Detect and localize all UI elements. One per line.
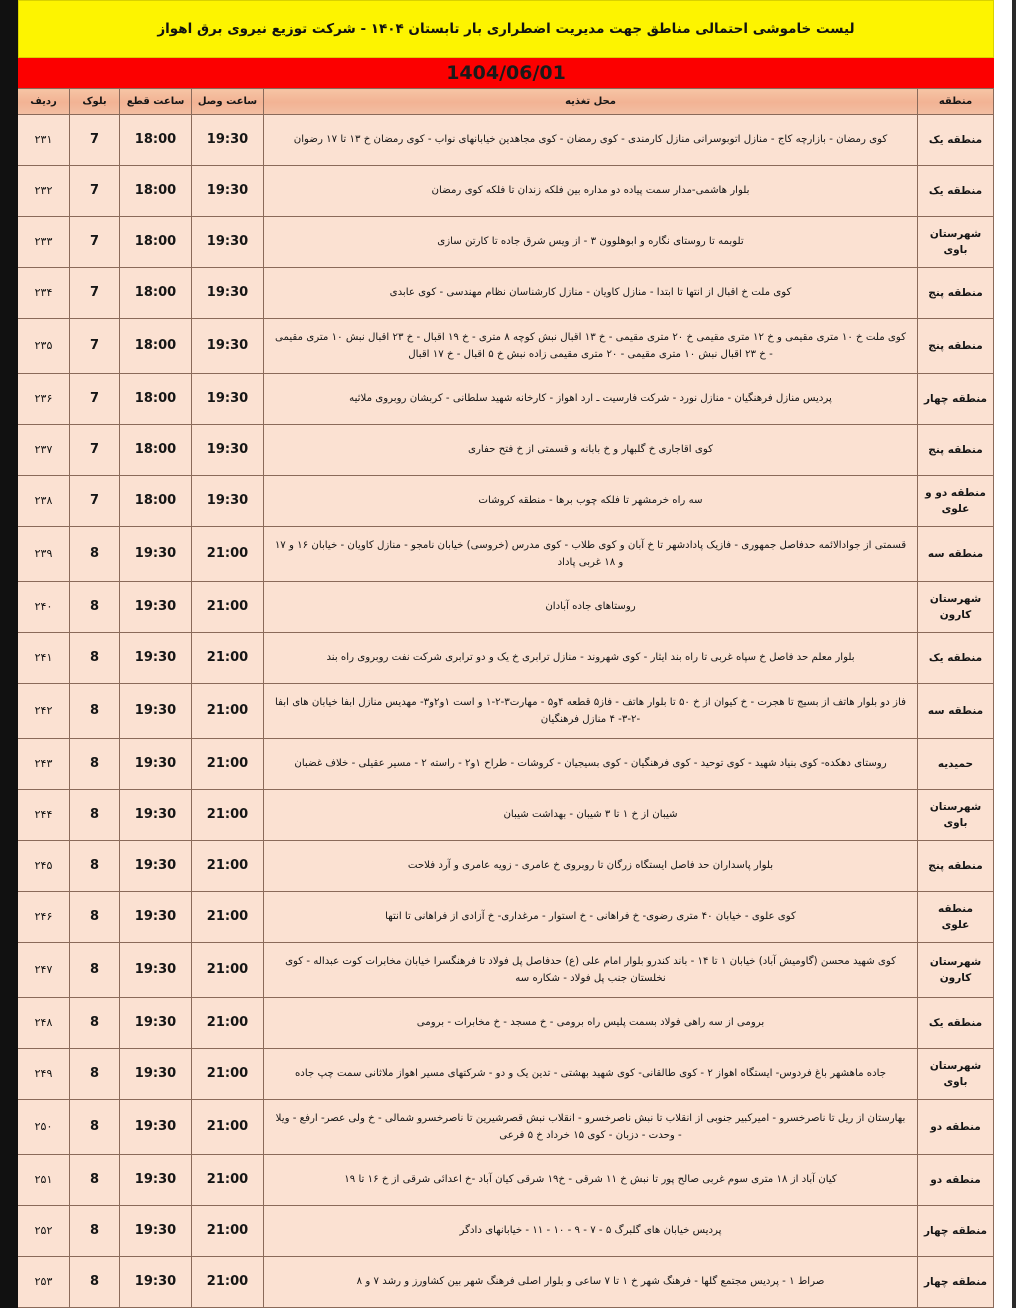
- cell-mahal: قسمتی از جوادالائمه حدفاصل جمهوری - فازیک پادادشهر تا خ آبان و کوی طلاب - کوی مدرس (خروسی) خیابان نامجو - منازل کاویان - خیابان ۱۶ و ۱۷ و ۱۸ غربی پاداد: [264, 527, 918, 582]
- cell-mahal: بلوار معلم حد فاصل خ سپاه غربی تا راه بند ایثار - کوی شهروند - منازل ترابری خ یک و دو ترابری شرکت نفت روبروی راه بند: [264, 633, 918, 684]
- cell-saat-qat: 19:30: [120, 739, 192, 790]
- cell-bolok: 8: [70, 1257, 120, 1308]
- cell-radif: ۲۴۲: [18, 684, 70, 739]
- cell-radif: ۲۴۳: [18, 739, 70, 790]
- cell-mantaqe: منطقه یک: [918, 633, 994, 684]
- cell-bolok: 8: [70, 790, 120, 841]
- table-row: [18, 943, 994, 998]
- cell-radif: ۲۴۶: [18, 892, 70, 943]
- table-row: [18, 217, 994, 268]
- cell-mahal: بلوار پاسداران حد فاصل ایستگاه زرگان تا روبروی خ عامری - زویه عامری و آرد فلاحت: [264, 841, 918, 892]
- cell-saat-qat: 18:00: [120, 166, 192, 217]
- cell-saat-qat: 19:30: [120, 527, 192, 582]
- cell-saat-vasl: 21:00: [192, 943, 264, 998]
- cell-bolok: 8: [70, 998, 120, 1049]
- cell-saat-qat: 19:30: [120, 684, 192, 739]
- cell-bolok: 8: [70, 1155, 120, 1206]
- cell-saat-vasl: 19:30: [192, 476, 264, 527]
- cell-bolok: 7: [70, 217, 120, 268]
- cell-mantaqe: منطقه دو: [918, 1100, 994, 1155]
- cell-saat-qat: 18:00: [120, 374, 192, 425]
- cell-mahal: کوی رمضان - بازارچه کاج - منازل اتوبوسرانی منازل کارمندی - کوی رمضان - کوی مجاهدین خیابانهای نواب - کوی رمضان خ ۱۳ تا ۱۷ رضوان: [264, 115, 918, 166]
- cell-saat-qat: 19:30: [120, 1155, 192, 1206]
- cell-bolok: 7: [70, 374, 120, 425]
- table-row: [18, 1206, 994, 1257]
- table-row: [18, 527, 994, 582]
- table-row: [18, 319, 994, 374]
- cell-saat-qat: 18:00: [120, 476, 192, 527]
- cell-radif: ۲۳۳: [18, 217, 70, 268]
- cell-bolok: 8: [70, 892, 120, 943]
- table-row: [18, 684, 994, 739]
- column-header-bolok: بلوک: [70, 89, 120, 115]
- cell-radif: ۲۴۰: [18, 582, 70, 633]
- cell-saat-vasl: 21:00: [192, 684, 264, 739]
- cell-mantaqe: منطقه علوی: [918, 892, 994, 943]
- cell-radif: ۲۳۲: [18, 166, 70, 217]
- cell-saat-qat: 18:00: [120, 115, 192, 166]
- cell-bolok: 8: [70, 582, 120, 633]
- cell-radif: ۲۴۴: [18, 790, 70, 841]
- cell-mantaqe: منطقه یک: [918, 166, 994, 217]
- cell-saat-vasl: 19:30: [192, 319, 264, 374]
- cell-bolok: 7: [70, 476, 120, 527]
- cell-mahal: جاده ماهشهر باغ فردوس- ایستگاه اهواز ۲ - کوی طالقانی- کوی شهید بهشتی - تدین یک و دو - شرکتهای مسیر اهواز ملاثانی سمت چپ جاده: [264, 1049, 918, 1100]
- cell-bolok: 8: [70, 841, 120, 892]
- table-row: [18, 425, 994, 476]
- cell-mantaqe: منطقه دو و علوی: [918, 476, 994, 527]
- cell-mantaqe: منطقه پنج: [918, 268, 994, 319]
- cell-saat-qat: 19:30: [120, 1206, 192, 1257]
- cell-mahal: کوی ملت خ اقبال از انتها تا ابتدا - منازل کاویان - منازل کارشناسان نظام مهندسی - کوی عابدی: [264, 268, 918, 319]
- cell-saat-vasl: 19:30: [192, 166, 264, 217]
- outage-table: [17, 88, 994, 1308]
- schedule-date: 1404/06/01: [446, 62, 566, 84]
- cell-mantaqe: شهرستان کارون: [918, 943, 994, 998]
- cell-bolok: 8: [70, 527, 120, 582]
- cell-mahal: بلوار هاشمی-مدار سمت پیاده دو مداره بین فلکه زندان تا فلکه کوی رمضان: [264, 166, 918, 217]
- table-row: [18, 790, 994, 841]
- cell-saat-vasl: 21:00: [192, 998, 264, 1049]
- cell-bolok: 8: [70, 633, 120, 684]
- cell-radif: ۲۴۸: [18, 998, 70, 1049]
- cell-saat-qat: 18:00: [120, 319, 192, 374]
- cell-bolok: 8: [70, 684, 120, 739]
- cell-mantaqe: منطقه پنج: [918, 425, 994, 476]
- cell-mantaqe: منطقه پنج: [918, 319, 994, 374]
- cell-bolok: 7: [70, 268, 120, 319]
- cell-bolok: 8: [70, 943, 120, 998]
- cell-saat-vasl: 21:00: [192, 841, 264, 892]
- column-header-mantaqe: منطقه: [918, 89, 994, 115]
- cell-saat-qat: 19:30: [120, 633, 192, 684]
- cell-mahal: پردیس خیابان های گلبرگ ۵ - ۷ - ۹ - ۱۰ - ۱۱ - خیابانهای دادگر: [264, 1206, 918, 1257]
- table-row: [18, 582, 994, 633]
- table-row: [18, 374, 994, 425]
- cell-mantaqe: منطقه چهار: [918, 1206, 994, 1257]
- table-row: [18, 1049, 994, 1100]
- scan-gutter-right: [1012, 0, 1016, 1308]
- cell-mantaqe: منطقه چهار: [918, 374, 994, 425]
- cell-radif: ۲۳۹: [18, 527, 70, 582]
- date-banner: [18, 58, 994, 88]
- column-header-saat-vasl: ساعت وصل: [192, 89, 264, 115]
- title-banner: [18, 0, 994, 58]
- cell-mantaqe: منطقه سه: [918, 684, 994, 739]
- cell-radif: ۲۵۲: [18, 1206, 70, 1257]
- cell-saat-qat: 19:30: [120, 582, 192, 633]
- cell-bolok: 7: [70, 425, 120, 476]
- cell-saat-vasl: 21:00: [192, 1257, 264, 1308]
- cell-mantaqe: منطقه سه: [918, 527, 994, 582]
- cell-saat-qat: 19:30: [120, 841, 192, 892]
- cell-bolok: 8: [70, 1206, 120, 1257]
- table-row: [18, 841, 994, 892]
- cell-mantaqe: منطقه چهار: [918, 1257, 994, 1308]
- cell-radif: ۲۴۵: [18, 841, 70, 892]
- cell-saat-vasl: 19:30: [192, 268, 264, 319]
- cell-mantaqe: شهرستان باوی: [918, 1049, 994, 1100]
- cell-bolok: 8: [70, 739, 120, 790]
- table-header: [18, 89, 994, 115]
- column-header-saat-qat: ساعت قطع: [120, 89, 192, 115]
- cell-mahal: صراط ۱ - پردیس مجتمع گلها - فرهنگ شهر خ ۱ تا ۷ ساعی و بلوار اصلی فرهنگ شهر بین کشاورز و رشد ۷ و ۸: [264, 1257, 918, 1308]
- cell-saat-qat: 19:30: [120, 1049, 192, 1100]
- cell-saat-vasl: 21:00: [192, 1155, 264, 1206]
- cell-radif: ۲۳۴: [18, 268, 70, 319]
- table-row: [18, 998, 994, 1049]
- table-row: [18, 476, 994, 527]
- cell-mahal: کیان آباد از ۱۸ متری سوم غربی صالح پور تا نبش خ ۱۱ شرقی - خ۱۹ شرقی کیان آباد -خ اعدائی شرقی از خ ۱۶ تا ۱۹: [264, 1155, 918, 1206]
- table-row: [18, 115, 994, 166]
- cell-mahal: پردیس منازل فرهنگیان - منازل نورد - شرکت فارسیت ـ ارد اهواز - کارخانه شهید سلطانی - کربشان روبروی ملاثیه: [264, 374, 918, 425]
- cell-radif: ۲۳۸: [18, 476, 70, 527]
- cell-radif: ۲۴۷: [18, 943, 70, 998]
- cell-saat-vasl: 19:30: [192, 217, 264, 268]
- cell-saat-vasl: 21:00: [192, 1206, 264, 1257]
- cell-saat-vasl: 21:00: [192, 633, 264, 684]
- table-row: [18, 1100, 994, 1155]
- cell-radif: ۲۴۱: [18, 633, 70, 684]
- schedule-sheet: [18, 0, 994, 1308]
- table-row: [18, 1155, 994, 1206]
- table-row: [18, 739, 994, 790]
- cell-radif: ۲۳۶: [18, 374, 70, 425]
- cell-mantaqe: شهرستان باوی: [918, 217, 994, 268]
- table-row: [18, 166, 994, 217]
- cell-radif: ۲۴۹: [18, 1049, 70, 1100]
- cell-radif: ۲۵۰: [18, 1100, 70, 1155]
- cell-mantaqe: شهرستان کارون: [918, 582, 994, 633]
- page-title: لیست خاموشی احتمالی مناطق جهت مدیریت اضطراری بار تابستان ۱۴۰۴ - شرکت توزیع نیروی برق اهواز: [157, 21, 855, 37]
- cell-saat-qat: 19:30: [120, 943, 192, 998]
- cell-bolok: 7: [70, 166, 120, 217]
- cell-bolok: 7: [70, 115, 120, 166]
- cell-saat-vasl: 21:00: [192, 739, 264, 790]
- cell-bolok: 8: [70, 1049, 120, 1100]
- cell-saat-vasl: 21:00: [192, 790, 264, 841]
- table-header-row: [18, 89, 994, 115]
- cell-mahal: فاز دو بلوار هاتف از بسیج تا هجرت - خ کیوان از خ ۵۰ تا بلوار هاتف - فاز۵ قطعه ۴و۵ - مهارت۳-۲-۱ و است ۱و۲و۳- مهدیس منازل ابفا خیابان های ابفا -۲-۳- ۴ منازل فرهنگیان: [264, 684, 918, 739]
- scan-gutter-left: [0, 0, 18, 1308]
- cell-bolok: 7: [70, 319, 120, 374]
- cell-radif: ۲۳۱: [18, 115, 70, 166]
- table-row: [18, 633, 994, 684]
- cell-mahal: تلوبمه تا روستای نگاره و ابوهلوون ۳ - از ویس شرق جاده تا کارتن سازی: [264, 217, 918, 268]
- cell-saat-qat: 19:30: [120, 1257, 192, 1308]
- cell-saat-qat: 19:30: [120, 892, 192, 943]
- cell-saat-vasl: 21:00: [192, 582, 264, 633]
- cell-mahal: کوی شهید محسن (گاومیش آباد) خیابان ۱ تا ۱۴ - باند کندرو بلوار امام علی (ع) حدفاصل پل فولاد تا فرهنگسرا خیابان مخابرات کوت عبداله - کوی نخلستان جنب پل فولاد - شکاره سه: [264, 943, 918, 998]
- cell-saat-vasl: 19:30: [192, 115, 264, 166]
- cell-saat-vasl: 21:00: [192, 527, 264, 582]
- cell-mahal: روستای دهکده- کوی بنیاد شهید - کوی توحید - کوی فرهنگیان - کوی بسیجیان - کروشات - طراح ۱و۲ - راسته ۲ - مسیر عقیلی - خلاف غضبان: [264, 739, 918, 790]
- cell-saat-qat: 18:00: [120, 425, 192, 476]
- cell-radif: ۲۵۳: [18, 1257, 70, 1308]
- table-row: [18, 1257, 994, 1308]
- cell-mantaqe: منطقه یک: [918, 115, 994, 166]
- cell-saat-qat: 18:00: [120, 268, 192, 319]
- cell-mahal: روستاهای جاده آبادان: [264, 582, 918, 633]
- cell-mahal: بهارستان از ریل تا ناصرخسرو - امیرکبیر جنوبی از انقلاب تا نبش ناصرخسرو - انقلاب نبش قصرشیرین تا ناصرخسرو شمالی - خ ولی عصر- ارفع - ویلا - وحدت - دزبان - کوی ۱۵ خرداد خ ۵ فرعی: [264, 1100, 918, 1155]
- cell-saat-vasl: 21:00: [192, 892, 264, 943]
- cell-mahal: کوی علوی - خیابان ۴۰ متری رضوی- خ فراهانی - خ استوار - مرغداری- خ آزادی از فراهانی تا انتها: [264, 892, 918, 943]
- cell-mahal: سه راه خرمشهر تا فلکه چوب برها - منطقه کروشات: [264, 476, 918, 527]
- table-row: [18, 268, 994, 319]
- cell-saat-vasl: 19:30: [192, 425, 264, 476]
- cell-saat-vasl: 19:30: [192, 374, 264, 425]
- column-header-radif: ردیف: [18, 89, 70, 115]
- cell-mahal: کوی ملت خ ۱۰ متری مقیمی و خ ۱۲ متری مقیمی خ ۲۰ متری مقیمی - خ ۱۳ اقبال نبش کوچه ۸ متری - خ ۱۹ اقبال - خ ۲۳ اقبال نبش ۱۰ متری مقیمی - خ ۲۳ اقبال نبش ۱۰ متری مقیمی - ۲۰ متری مقیمی زاده نبش خ ۵ اقبال - خ ۱۷ اقبال: [264, 319, 918, 374]
- cell-radif: ۲۵۱: [18, 1155, 70, 1206]
- table-row: [18, 892, 994, 943]
- cell-radif: ۲۳۷: [18, 425, 70, 476]
- cell-saat-qat: 19:30: [120, 998, 192, 1049]
- column-header-mahal: محل تغذیه: [264, 89, 918, 115]
- cell-saat-qat: 19:30: [120, 790, 192, 841]
- cell-mantaqe: منطقه پنج: [918, 841, 994, 892]
- cell-mahal: کوی اقاجاری خ گلبهار و خ بابانه و قسمتی از خ فتح حفاری: [264, 425, 918, 476]
- cell-mantaqe: شهرستان باوی: [918, 790, 994, 841]
- cell-saat-qat: 18:00: [120, 217, 192, 268]
- table-body: [18, 115, 994, 1308]
- cell-mahal: شیبان از خ ۱ تا ۳ شیبان - بهداشت شیبان: [264, 790, 918, 841]
- cell-bolok: 8: [70, 1100, 120, 1155]
- cell-mantaqe: حمیدیه: [918, 739, 994, 790]
- cell-mantaqe: منطقه یک: [918, 998, 994, 1049]
- cell-saat-vasl: 21:00: [192, 1049, 264, 1100]
- cell-saat-vasl: 21:00: [192, 1100, 264, 1155]
- cell-radif: ۲۳۵: [18, 319, 70, 374]
- cell-saat-qat: 19:30: [120, 1100, 192, 1155]
- cell-mantaqe: منطقه دو: [918, 1155, 994, 1206]
- cell-mahal: برومی از سه راهی فولاد بسمت پلیس راه برومی - خ مسجد - خ مخابرات - برومی: [264, 998, 918, 1049]
